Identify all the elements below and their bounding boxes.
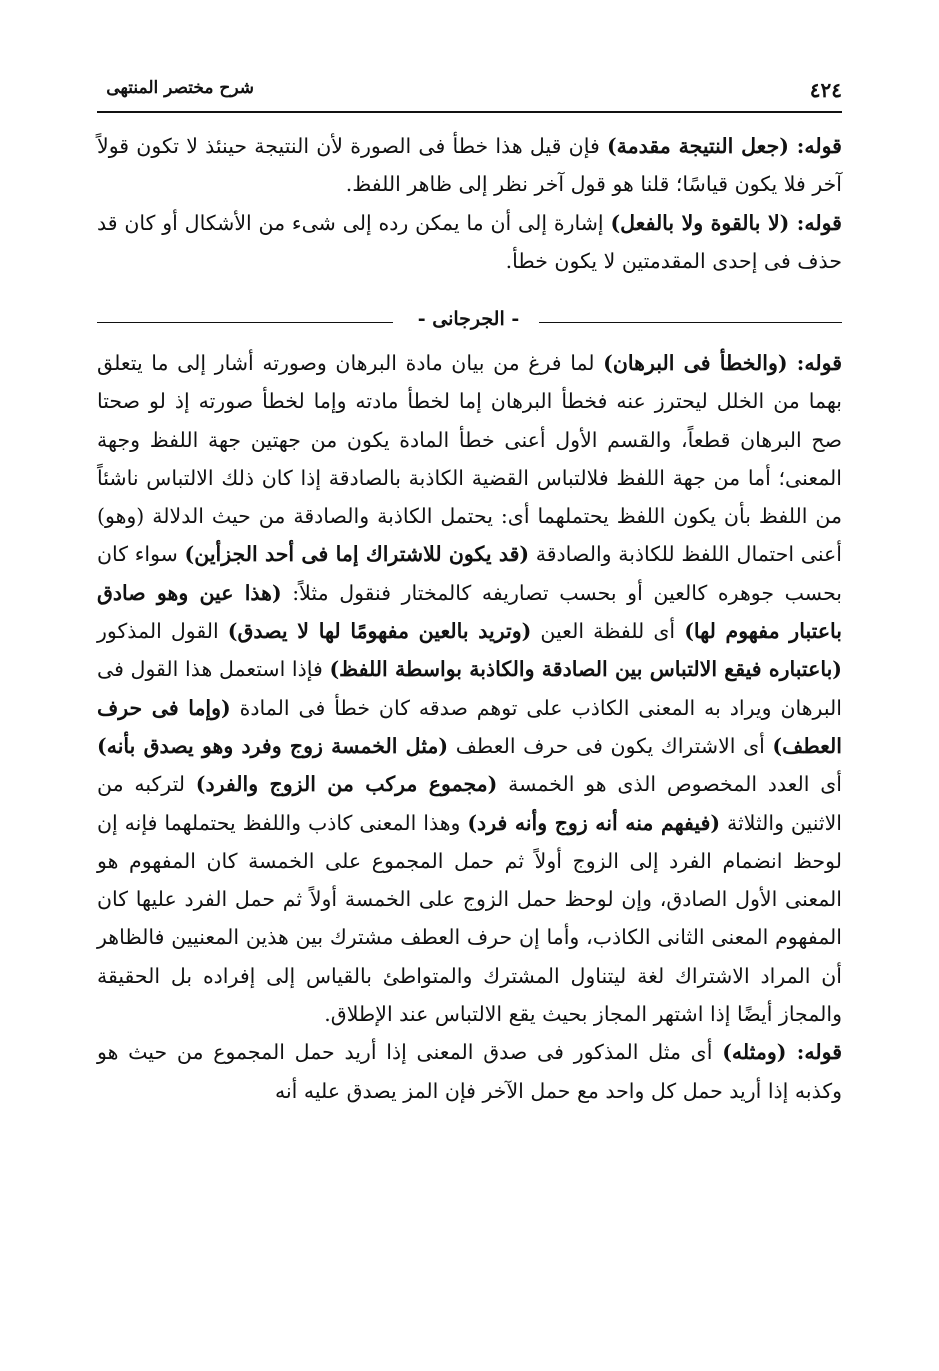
page-number: ٤٢٤ xyxy=(809,78,842,102)
quoted-phrase: (والخطأ فى البرهان) xyxy=(603,351,788,375)
quoted-phrase: (فيفهم منه أنه زوج وأنه فرد) xyxy=(467,810,721,835)
commentary-text: إشارة إلى أن ما يمكن رده إلى شىء من الأشكال أو كان قد حذف فى إحدى المقدمتين لا يكون خطأ. xyxy=(97,210,842,273)
lead-word: قوله: xyxy=(786,1040,842,1065)
page-header xyxy=(97,78,842,108)
header-rule xyxy=(97,111,842,113)
commentator-heading: - الجرجانى - xyxy=(417,308,520,330)
quoted-phrase: (مجموع مركب من الزوج والفرد) xyxy=(195,772,498,797)
commentary-text: فإن قيل هذا خطأ فى الصورة لأن النتيجة حينئذ لا تكون قولاً آخر فلا يكون قياسًا؛ قلنا هو قول آخر نظر إلى ظاهر اللفظ. xyxy=(97,134,842,197)
commentary-text: أى العدد المخصوص الذى هو الخمسة xyxy=(497,772,842,797)
quoted-phrase: (قد يكون للاشتراك إما فى أحد الجزأين) xyxy=(184,542,530,567)
commentary-text: فإذا استعمل هذا القول فى البرهان ويراد به المعنى الكاذب على توهم صدقه كان خطأ فى المادة xyxy=(97,657,842,720)
separator-line-right xyxy=(539,322,842,323)
lead-word: قوله: xyxy=(788,134,842,158)
book-title: شرح مختصر المنتهى xyxy=(106,78,254,98)
paragraph xyxy=(97,344,842,1033)
commentary-text: لتركبه من الاثنين والثلاثة xyxy=(97,772,842,835)
quoted-phrase: (ومثله) xyxy=(722,1040,787,1065)
section-1 xyxy=(97,127,842,280)
commentary-text: وهذا المعنى كاذب واللفظ يحتملهما فإنه إن لوحظ انضمام الفرد إلى الزوج أولاً ثم حمل المجموع على الخمسة كان المفهوم هو المعنى الأول الصادق، وإن لوحظ حمل الزوج على الخمسة أولاً ثم حمل الفرد عليها كان المفهوم المعنى الثانى الكاذب، وأما إن حرف العطف مشترك بين هذين المعنيين فالظاهر أن المراد الاشتراك لغة ليتناول المشترك والمتواطئ بالقياس إلى إفراده بل الحقيقة والمجاز أيضًا إذا اشتهر المجاز بحيث يقع الالتباس عند الإطلاق. xyxy=(97,810,842,1027)
lead-word: قوله: xyxy=(787,351,842,375)
quoted-phrase: (هذا عين وهو صادق باعتبار مفهوم لها) xyxy=(97,580,843,644)
quoted-phrase: (مثل الخمسة زوج وفرد وهو يصدق بأنه) xyxy=(97,733,449,758)
commentary-text: أى مثل المذكور فى صدق المعنى إذا أريد حمل المجموع من حيث هو وكذبه إذا أريد حمل كل واحد مع حمل الآخر فإن المز يصدق عليه أنه xyxy=(97,1040,842,1103)
paragraph xyxy=(97,127,842,204)
quoted-phrase: (وتريد بالعين مفهومًا لها لا يصدق) xyxy=(227,619,532,644)
quoted-phrase: (باعتباره فيقع الالتباس بين الصادقة والكاذبة بواسطة اللفظ) xyxy=(329,657,842,682)
paragraph xyxy=(97,1033,842,1110)
section-2 xyxy=(97,344,842,1110)
commentary-text: القول المذكور xyxy=(97,619,228,644)
commentary-text: لما فرغ من بيان مادة البرهان وصورته أشار إلى ما يتعلق بهما من الخلل ليحترز عنه فخطأ البرهان إما لخطأ مادته وإما لخطأ صورته إذ لو صحتا صح البرهان قطعاً، والقسم الأول أعنى خطأ المادة يكون من جهتين جهة اللفظ وجهة المعنى؛ أما من جهة اللفظ فلالتباس القضية الكاذبة بالصادقة إذا كان ذلك الالتباس ناشئاً من اللفظ بأن يكون اللفظ يحتملهما أى: يحتمل الكاذبة والصادقة من حيث الدلالة (وهو) أعنى احتمال اللفظ للكاذبة والصادقة xyxy=(97,351,842,567)
quoted-phrase: (جعل النتيجة مقدمة) xyxy=(606,134,789,158)
lead-word: قوله: xyxy=(789,210,842,235)
commentary-text: أى الاشتراك يكون فى حرف العطف xyxy=(448,733,773,758)
commentary-text: سواء كان بحسب جوهره كالعين أو بحسب تصاريفه كالمختار فنقول مثلاً: xyxy=(97,542,843,605)
paragraph xyxy=(97,204,842,281)
commentary-text: أى للفظة العين xyxy=(531,619,685,644)
section-separator xyxy=(97,308,842,336)
quoted-phrase: (وإما فى حرف العطف) xyxy=(97,695,842,758)
quoted-phrase: (لا بالقوة ولا بالفعل) xyxy=(610,210,790,235)
separator-line-left xyxy=(97,322,393,323)
